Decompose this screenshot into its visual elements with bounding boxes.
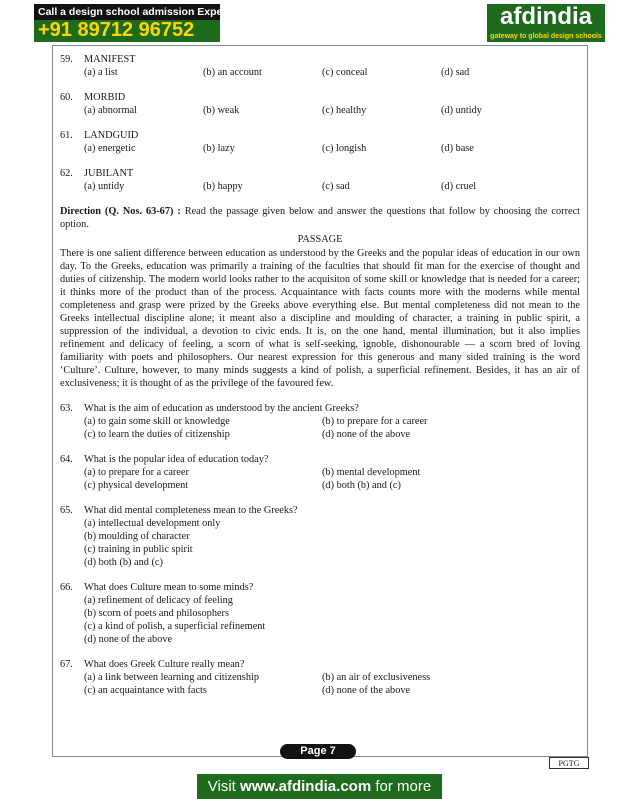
option: (a) refinement of delicacy of feeling — [84, 595, 233, 606]
option: (c) healthy — [322, 105, 367, 116]
question-word: LANDGUID — [84, 130, 139, 141]
question-60 — [60, 91, 580, 117]
question-number: 65. — [60, 505, 73, 516]
option: (b) lazy — [203, 143, 235, 154]
direction-label: Direction (Q. Nos. 63-67) : — [60, 206, 181, 217]
option: (d) none of the above — [84, 634, 173, 645]
option: (c) conceal — [322, 67, 368, 78]
option: (a) to gain some skill or knowledge — [84, 416, 230, 427]
option: (c) training in public spirit — [84, 544, 193, 555]
question-number: 62. — [60, 168, 73, 179]
question-text: What does Culture mean to some minds? — [84, 582, 254, 593]
question-61 — [60, 129, 580, 155]
banner-text: Call a design school admission Expert on — [34, 4, 220, 20]
option: (b) moulding of character — [84, 531, 190, 542]
passage-text: There is one salient difference between education as understood by the Greeks and the popular ideas of education in our own day. To the Greeks, education was primarily a training of the faculties that should fit man for the exercise of thought and duties of citizenship. The modern world looks rather to the acquisiton of some skill or knowledge that is needed for a career; it thinks more of the product than of the process. Acquaintance with facts counts more with the moderns while mental completeness and grasp were prized by the Greeks above everything else. But mental completeness did not mean to the Greeks intellectual discipline alone; it meant also a discipline and moulding of character, a training in public spirit, a suppression of the individual, a devotion to civic ends. It is, on the one hand, mental illumination, but it also implies refinement and delicacy of feeling, a scorn of what is self-seeking, ignoble, dishonourable — a scorn bred of loving familiarity with poets and philosophers. Our nearest expression for this generous and many sided training is the word ‘Culture’. Culture, however, to many minds suggests a kind of polish, a superficial refinement. Besides, it has an air of exclusiveness; it is thought of as the privilege of the favoured few. — [60, 248, 580, 389]
option: (b) an account — [203, 67, 262, 78]
option: (c) physical development — [84, 480, 189, 491]
option: (a) a link between learning and citizenship — [84, 672, 259, 683]
question-65 — [60, 504, 580, 569]
question-64 — [60, 453, 580, 492]
afdindia-logo[interactable] — [487, 4, 605, 42]
paper-code: PGTG — [549, 757, 589, 769]
page-content — [60, 53, 580, 697]
option: (b) to prepare for a career — [322, 416, 428, 427]
option: (d) none of the above — [322, 685, 411, 696]
option: (a) a list — [84, 67, 118, 78]
question-text: What is the aim of education as understood by the ancient Greeks? — [84, 403, 359, 414]
passage-title: PASSAGE — [297, 234, 343, 245]
question-text: What did mental completeness mean to the Greeks? — [84, 505, 298, 516]
question-text: What does Greek Culture really mean? — [84, 659, 245, 670]
option: (a) abnormal — [84, 105, 137, 116]
question-number: 60. — [60, 92, 73, 103]
question-word: MANIFEST — [84, 54, 136, 65]
question-number: 67. — [60, 659, 73, 670]
logo-text: afdindia — [499, 3, 592, 30]
option: (d) untidy — [441, 105, 482, 116]
admission-banner[interactable] — [34, 4, 246, 42]
option: (b) mental development — [322, 467, 421, 478]
question-number: 63. — [60, 403, 73, 414]
question-word: JUBILANT — [84, 168, 134, 179]
option: (c) an acquaintance with facts — [84, 685, 207, 696]
option: (a) energetic — [84, 143, 136, 154]
website-link[interactable]: www.afdindia.com — [240, 778, 372, 795]
option: (b) an air of exclusiveness — [322, 672, 431, 683]
direction — [60, 205, 580, 231]
question-59 — [60, 53, 580, 79]
option: (d) both (b) and (c) — [322, 480, 401, 491]
question-number: 64. — [60, 454, 73, 465]
option: (a) intellectual development only — [84, 518, 221, 529]
page-number: Page 7 — [280, 744, 356, 759]
option: (c) longish — [322, 143, 367, 154]
option: (a) untidy — [84, 181, 125, 192]
logo-tagline: gateway to global design schools — [490, 33, 602, 40]
question-word: MORBID — [84, 92, 126, 103]
question-text: What is the popular idea of education today? — [84, 454, 269, 465]
question-number: 61. — [60, 130, 73, 141]
question-67 — [60, 658, 580, 697]
option: (a) to prepare for a career — [84, 467, 189, 478]
option: (d) none of the above — [322, 429, 411, 440]
visit-prefix: Visit — [207, 778, 236, 795]
option: (d) base — [441, 143, 474, 154]
option: (c) sad — [322, 181, 350, 192]
question-number: 59. — [60, 54, 73, 65]
option: (c) to learn the duties of citizenship — [84, 429, 230, 440]
option: (d) sad — [441, 67, 470, 78]
question-63 — [60, 402, 580, 441]
visit-suffix: for more — [375, 778, 432, 795]
option: (b) weak — [203, 105, 240, 116]
option: (b) scorn of poets and philosophers — [84, 608, 229, 619]
question-66 — [60, 581, 580, 646]
phone-number[interactable]: +91 89712 96752 — [38, 19, 195, 41]
option: (d) cruel — [441, 181, 477, 192]
option: (b) happy — [203, 181, 243, 192]
visit-website-banner[interactable] — [197, 774, 442, 799]
option: (d) both (b) and (c) — [84, 557, 163, 568]
question-62 — [60, 167, 580, 193]
option: (c) a kind of polish, a superficial refinement — [84, 621, 266, 632]
question-number: 66. — [60, 582, 73, 593]
direction-text: Read the passage given below and answer the questions that follow by choosing the correct option. — [60, 206, 581, 230]
